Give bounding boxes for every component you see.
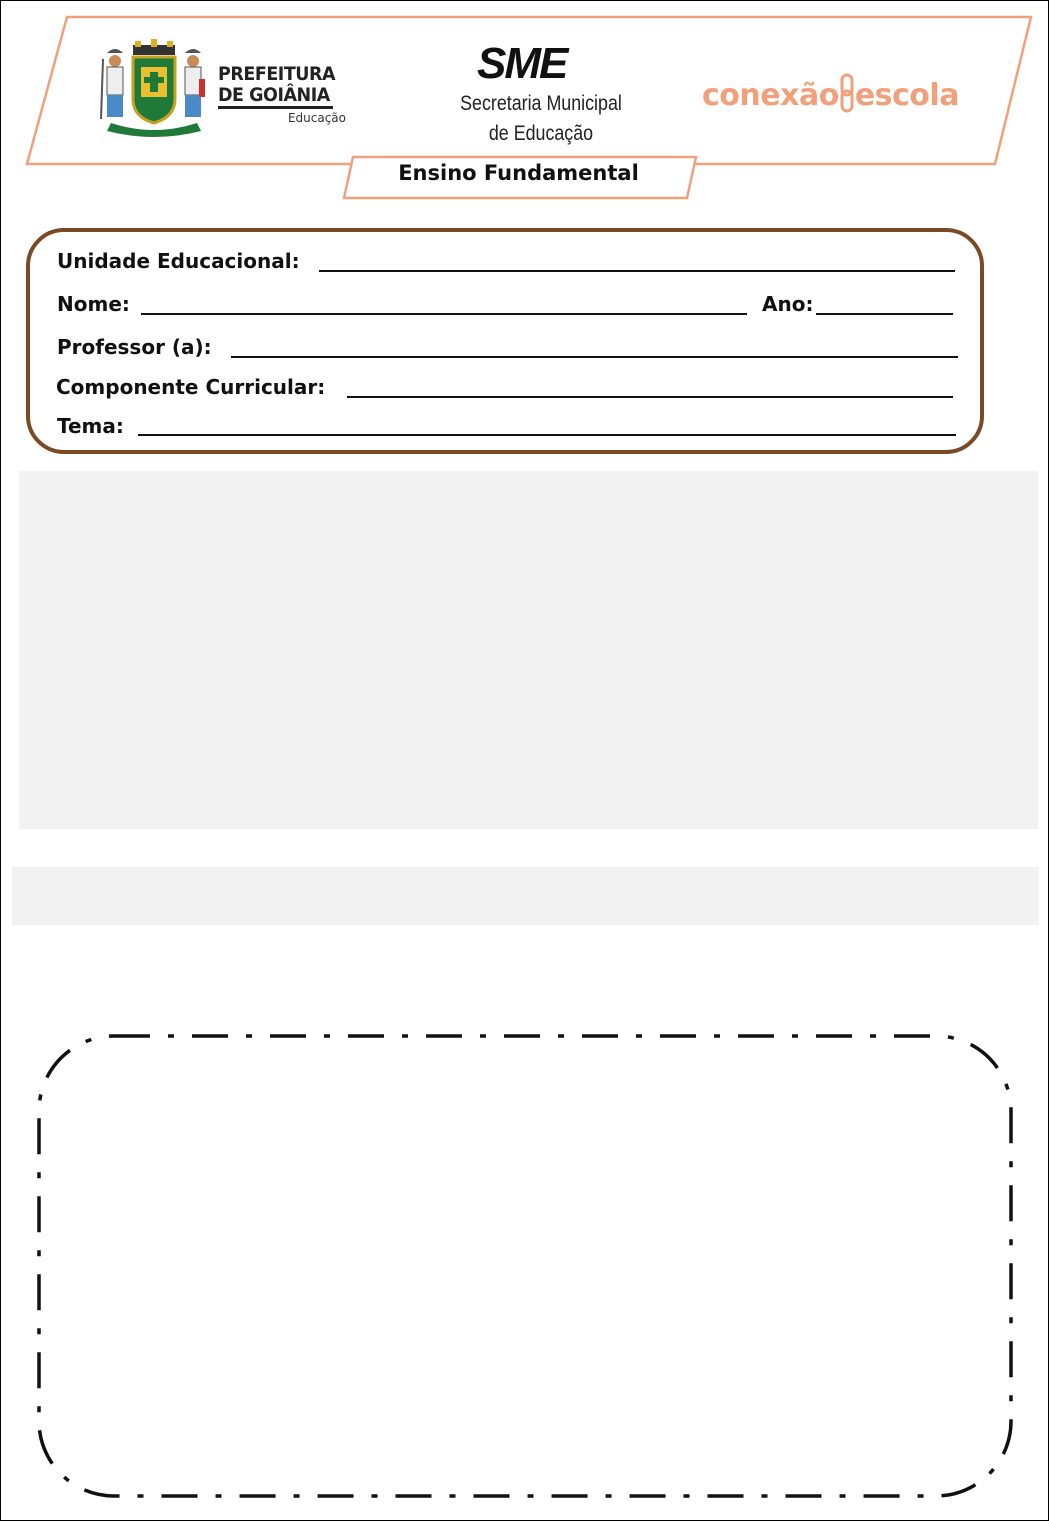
prefeitura-line2: DE GOIÂNIA [218,85,333,109]
professor-label: Professor (a): [57,335,212,359]
componente-label: Componente Curricular: [56,375,326,399]
banner-ensino-fundamental: Ensino Fundamental [398,161,639,185]
nome-label: Nome: [57,292,130,316]
conexao-text: conexão [702,78,839,113]
prefeitura-line1: PREFEITURA [218,63,336,85]
sme-subtitle-line2: de Educação [488,122,594,145]
ano-label: Ano: [762,292,814,316]
escola-text: escola [854,78,959,113]
tema-label: Tema: [57,414,124,438]
prefeitura-line3: Educação [287,111,346,125]
sme-logo: SME [477,39,567,88]
sme-subtitle-line1: Secretaria Municipal [460,92,622,115]
unidade-label: Unidade Educacional: [57,249,300,273]
answer-box[interactable] [1,1,1049,1522]
